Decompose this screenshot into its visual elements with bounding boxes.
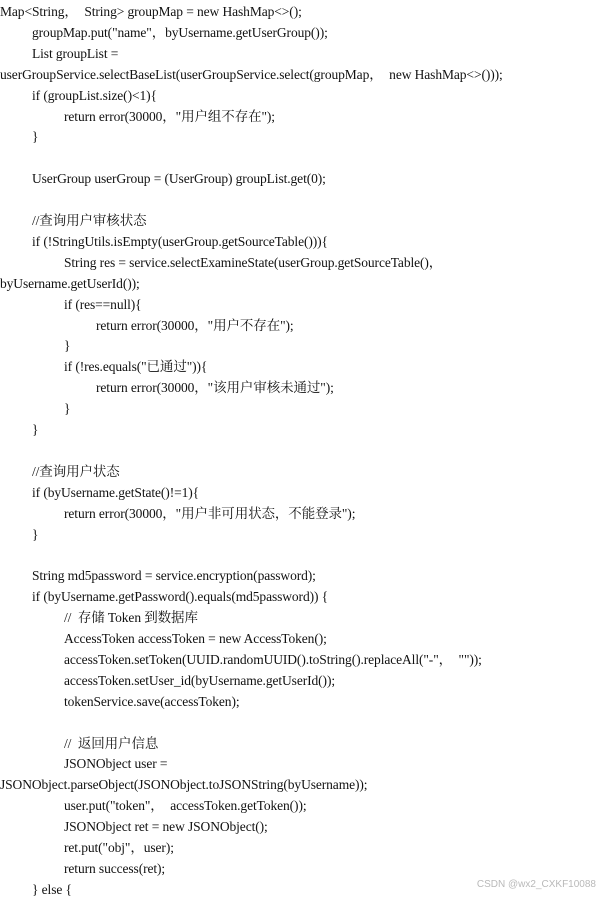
code-line: if (byUsername.getPassword().equals(md5password)) {	[32, 589, 329, 605]
code-line: List groupList =	[32, 45, 119, 61]
code-line: if (!StringUtils.isEmpty(userGroup.getSourceTable())){	[32, 233, 328, 249]
code-line: accessToken.setToken(UUID.randomUUID().toString().replaceAll("-"， ""));	[64, 651, 482, 667]
csdn-watermark: CSDN @wx2_CXKF10088	[476, 879, 596, 890]
code-line: } else {	[32, 881, 72, 897]
code-line: // 存储 Token 到数据库	[64, 610, 198, 626]
code-line: }	[32, 422, 39, 437]
code-line: if (groupList.size()<1){	[32, 87, 157, 103]
code-line: if (!res.equals("已通过")){	[64, 359, 208, 375]
code-line: String res = service.selectExamineState(userGroup.getSourceTable()，	[64, 254, 443, 270]
code-line: return success(ret);	[64, 860, 166, 876]
code-line: if (byUsername.getState()!=1){	[32, 484, 200, 500]
code-line: accessToken.setUser_id(byUsername.getUserId());	[64, 672, 335, 688]
code-line: }	[32, 129, 39, 145]
code-line: JSONObject user =	[64, 756, 168, 772]
code-line: //查询用户状态	[32, 463, 120, 479]
code-line: ret.put("obj"，user);	[64, 840, 174, 855]
code-line: Map<String， String> groupMap = new HashMap<>();	[0, 4, 302, 19]
code-line: return error(30000，"用户组不存在");	[64, 108, 275, 124]
code-line: tokenService.save(accessToken);	[64, 693, 240, 709]
code-line: }	[64, 338, 71, 354]
code-line: userGroupService.selectBaseList(userGroupService.select(groupMap， new HashMap<>()));	[0, 66, 503, 82]
code-line: // 返回用户信息	[64, 735, 159, 751]
code-line: return error(30000，"用户不存在");	[96, 317, 294, 333]
code-line: UserGroup userGroup = (UserGroup) groupList.get(0);	[32, 171, 326, 187]
code-line: }	[32, 526, 39, 542]
code-line: }	[64, 401, 71, 417]
code-line: groupMap.put("name"，byUsername.getUserGroup());	[32, 24, 328, 40]
code-line: //查询用户审核状态	[32, 213, 147, 228]
code-line: byUsername.getUserId());	[0, 275, 140, 291]
code-line: AccessToken accessToken = new AccessToken();	[64, 631, 327, 646]
code-line: String md5password = service.encryption(password);	[32, 568, 316, 584]
code-line: JSONObject ret = new JSONObject();	[64, 819, 268, 835]
code-line: user.put("token"， accessToken.getToken());	[64, 798, 307, 814]
code-line: JSONObject.parseObject(JSONObject.toJSONString(byUsername));	[0, 777, 368, 793]
code-line: if (res==null){	[64, 296, 142, 312]
code-line: return error(30000，"该用户审核未通过");	[96, 380, 334, 396]
code-line: return error(30000，"用户非可用状态，不能登录");	[64, 505, 356, 521]
